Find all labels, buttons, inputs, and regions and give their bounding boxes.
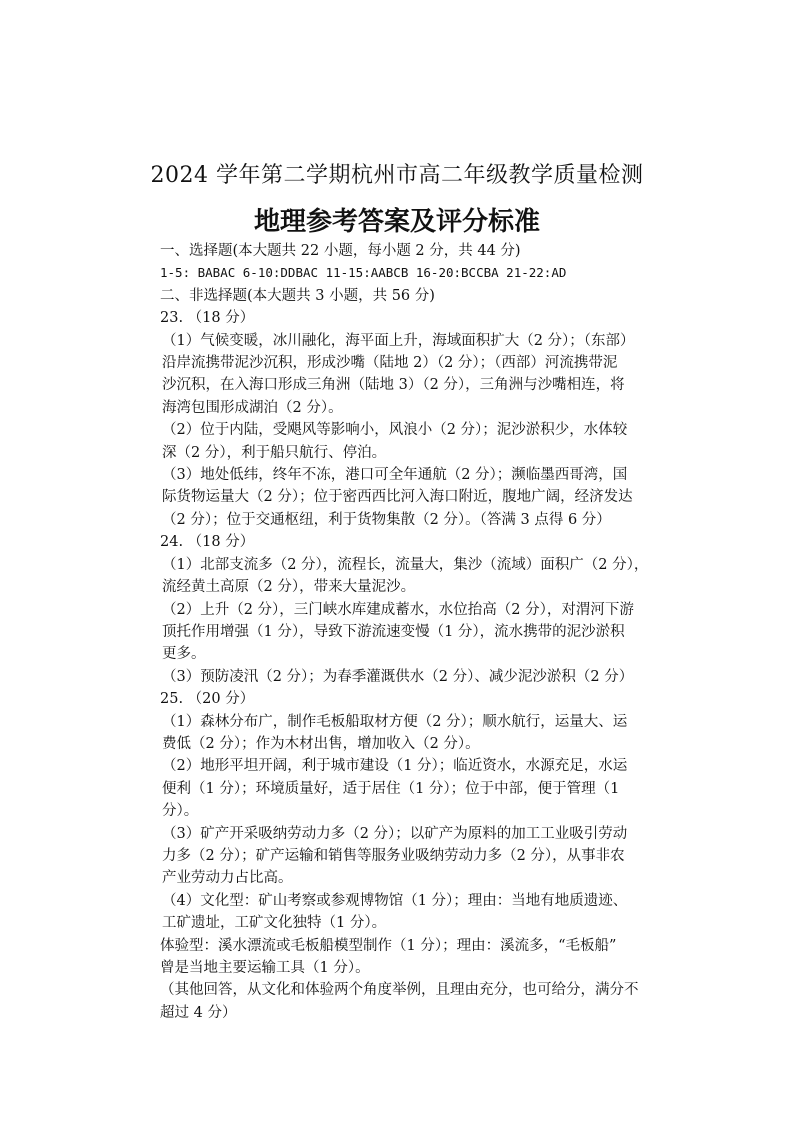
question-25-header: 25. （20 分） — [160, 691, 255, 708]
question-24-header: 24. （18 分） — [160, 534, 255, 551]
answer-body — [160, 240, 649, 1024]
q23-line: 深（2 分），利于船只航行、停泊。 — [162, 444, 387, 461]
q25-line: （3）矿产开采吸纳劳动力多（2 分）；以矿产为原料的加工工业吸引劳动 — [162, 825, 628, 842]
q23-line: 沿岸流携带泥沙沉积，形成沙嘴（陆地 2）（2 分）；（西部）河流携带泥 — [162, 355, 618, 372]
q25-line: 曾是当地主要运输工具（1 分）。 — [160, 960, 370, 976]
q24-line: 更多。 — [162, 646, 206, 663]
q25-line: （1）森林分布广，制作毛板船取材方便（2 分）；顺水航行，运量大、运 — [162, 713, 628, 730]
q23-line: 际货物运量大（2 分）；位于密西西比河入海口附近，腹地广阔，经济发达 — [162, 489, 633, 506]
q25-line: （其他回答，从文化和体验两个角度举例，且理由充分，也可给分，满分不 — [160, 982, 639, 999]
q25-line: 分）。 — [162, 803, 199, 820]
q23-line: （2 分）；位于交通枢纽，利于货物集散（2 分）。（答满 3 点得 6 分） — [162, 511, 611, 528]
q23-line: （1）气候变暖，冰川融化，海平面上升，海域面积扩大（2 分）；（东部） — [162, 332, 635, 349]
q24-line: （1）北部支流多（2 分），流程长，流量大，集沙（流域）面积广（2 分）， — [162, 556, 649, 573]
q25-line: 体验型：溪水漂流或毛板船模型制作（1 分）；理由：溪流多，“毛板船” — [160, 937, 617, 954]
q23-line: 沙沉积，在入海口形成三角洲（陆地 3）（2 分），三角洲与沙嘴相连，将 — [162, 377, 625, 394]
answer-key-title: 地理参考答案及评分标准 — [253, 207, 540, 237]
exam-title: 2024 学年第二学期杭州市高二年级教学质量检测 — [150, 163, 644, 188]
q25-line: 超过 4 分） — [160, 1004, 237, 1021]
section1-heading: 一、选择题(本大题共 22 小题，每小题 2 分，共 44 分) — [160, 243, 521, 259]
q25-line: （2）地形平坦开阔，利于城市建设（1 分）；临近资水，水源充足，水运 — [162, 758, 628, 775]
q25-line: 便利（1 分）；环境质量好，适于居住（1 分）；位于中部，便于管理（1 — [162, 780, 620, 797]
section2-heading: 二、非选择题(本大题共 3 小题，共 56 分) — [160, 287, 435, 304]
q25-line: （4）文化型：矿山考察或参观博物馆（1 分）；理由：当地有地质遗迹、 — [162, 892, 628, 909]
multiple-choice-answers: 1-5: BABAC 6-10:DDBAC 11-15:AABCB 16-20:BCCBA 21-22:AD — [160, 265, 567, 281]
question-23-header: 23. （18 分） — [160, 310, 255, 327]
q24-line: 顶托作用增强（1 分），导致下游流速变慢（1 分），流水携带的泥沙淤积 — [162, 623, 625, 640]
q24-line: 流经黄土高原（2 分），带来大量泥沙。 — [162, 579, 416, 596]
q24-line: （3）预防凌汛（2 分）；为春季灌溉供水（2 分）、减少泥沙淤积（2 分） — [162, 668, 634, 685]
q23-line: （2）位于内陆，受飓风等影响小，风浪小（2 分）；泥沙淤积少，水体较 — [162, 422, 628, 439]
q24-line: （2）上升（2 分），三门峡水库建成蓄水，水位抬高（2 分），对渭河下游 — [162, 601, 634, 618]
q25-line: 产业劳动力占比高。 — [162, 870, 293, 887]
q23-line: （3）地处低纬，终年不冻，港口可全年通航（2 分）；濒临墨西哥湾，国 — [162, 467, 628, 484]
q25-line: 工矿遗址，工矿文化独特（1 分）。 — [162, 915, 387, 932]
q25-line: 力多（2 分）；矿产运输和销售等服务业吸纳劳动力多（2 分），从事非农 — [162, 847, 625, 864]
q23-line: 海湾包围形成湖泊（2 分）。 — [162, 399, 343, 416]
q25-line: 费低（2 分）；作为木材出售，增加收入（2 分）。 — [162, 735, 480, 752]
